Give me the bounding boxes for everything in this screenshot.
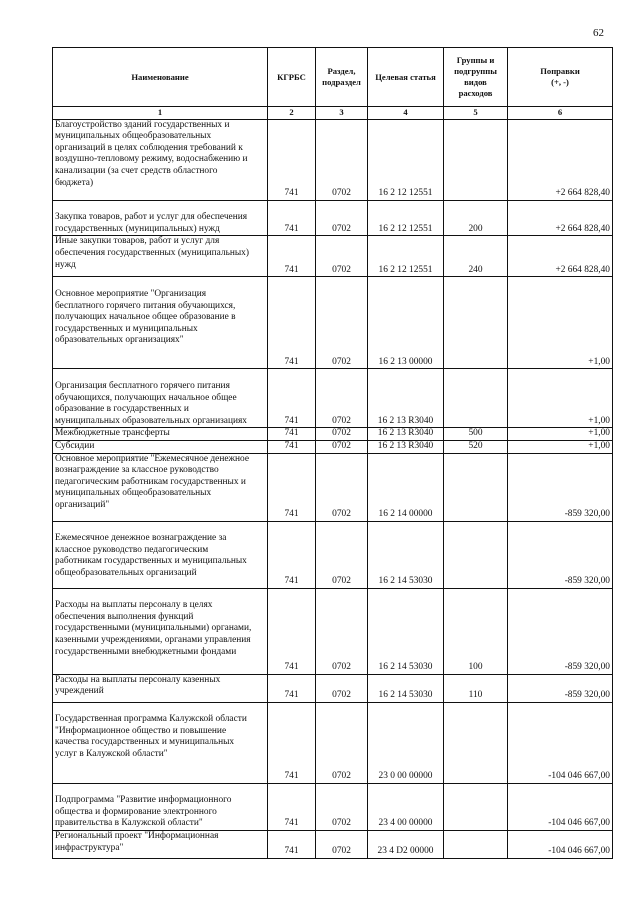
row-kgrbs: 741 — [268, 521, 316, 588]
row-name: Ежемесячное денежное вознаграждение за классное руководство педагогическим работникам государственных и муниципальных общеобразовательных организаций — [53, 521, 268, 588]
row-amount: +2 664 828,40 — [508, 200, 613, 236]
table-row — [53, 674, 613, 702]
row-kgrbs: 741 — [268, 674, 316, 702]
table-row — [53, 277, 613, 369]
row-kgrbs: 741 — [268, 277, 316, 369]
row-kgrbs: 741 — [268, 236, 316, 277]
row-target: 16 2 13 R3040 — [368, 440, 444, 453]
table-row — [53, 236, 613, 277]
row-kgrbs: 741 — [268, 453, 316, 521]
header-row — [53, 48, 613, 107]
row-section: 0702 — [316, 521, 368, 588]
table-row — [53, 119, 613, 200]
row-group — [444, 783, 508, 830]
row-target: 16 2 12 12551 — [368, 200, 444, 236]
row-amount: +2 664 828,40 — [508, 119, 613, 200]
row-group — [444, 277, 508, 369]
row-target: 16 2 13 R3040 — [368, 428, 444, 441]
row-section: 0702 — [316, 674, 368, 702]
row-amount: -859 320,00 — [508, 453, 613, 521]
row-kgrbs: 741 — [268, 783, 316, 830]
row-target: 23 0 00 00000 — [368, 702, 444, 783]
header-amendments: Поправки (+, -) — [508, 48, 613, 107]
row-name: Расходы на выплаты персоналу казенных учреждений — [53, 674, 268, 702]
row-section: 0702 — [316, 277, 368, 369]
row-target: 16 2 14 00000 — [368, 453, 444, 521]
row-kgrbs: 741 — [268, 428, 316, 441]
row-amount: -104 046 667,00 — [508, 830, 613, 858]
row-group: 200 — [444, 200, 508, 236]
row-section: 0702 — [316, 830, 368, 858]
header-kgrbs: КГРБС — [268, 48, 316, 107]
row-group: 520 — [444, 440, 508, 453]
row-target: 16 2 14 53030 — [368, 521, 444, 588]
row-group: 110 — [444, 674, 508, 702]
row-group — [444, 119, 508, 200]
table-row — [53, 453, 613, 521]
column-number: 2 — [268, 107, 316, 120]
row-target: 16 2 14 53030 — [368, 674, 444, 702]
table-row — [53, 783, 613, 830]
column-number: 1 — [53, 107, 268, 120]
row-amount: -859 320,00 — [508, 674, 613, 702]
row-name: Основное мероприятие "Ежемесячное денежное вознаграждение за классное руководство педагогическим работникам государственных и муниципальных общеобразовательных организаций" — [53, 453, 268, 521]
row-name: Субсидии — [53, 440, 268, 453]
table-row — [53, 588, 613, 674]
row-kgrbs: 741 — [268, 369, 316, 428]
row-amount: +1,00 — [508, 369, 613, 428]
row-target: 16 2 12 12551 — [368, 119, 444, 200]
row-kgrbs: 741 — [268, 830, 316, 858]
row-name: Закупка товаров, работ и услуг для обеспечения государственных (муниципальных) нужд — [53, 200, 268, 236]
table-row — [53, 440, 613, 453]
row-section: 0702 — [316, 783, 368, 830]
row-amount: +1,00 — [508, 440, 613, 453]
column-number: 6 — [508, 107, 613, 120]
column-number-row — [53, 107, 613, 120]
row-target: 16 2 12 12551 — [368, 236, 444, 277]
row-amount: +2 664 828,40 — [508, 236, 613, 277]
row-kgrbs: 741 — [268, 588, 316, 674]
row-section: 0702 — [316, 428, 368, 441]
row-amount: +1,00 — [508, 428, 613, 441]
row-target: 16 2 13 R3040 — [368, 369, 444, 428]
row-amount: +1,00 — [508, 277, 613, 369]
header-group: Группы и подгруппы видов расходов — [444, 48, 508, 107]
row-group — [444, 830, 508, 858]
row-amount: -859 320,00 — [508, 521, 613, 588]
row-section: 0702 — [316, 702, 368, 783]
table-row — [53, 200, 613, 236]
row-section: 0702 — [316, 588, 368, 674]
table-row — [53, 830, 613, 858]
row-group: 500 — [444, 428, 508, 441]
row-name: Основное мероприятие "Организация бесплатного горячего питания обучающихся, получающих начальное общее образование в государственных и муниципальных образовательных организациях" — [53, 277, 268, 369]
row-target: 16 2 14 53030 — [368, 588, 444, 674]
row-amount: -104 046 667,00 — [508, 702, 613, 783]
row-name: Благоустройство зданий государственных и муниципальных общеобразовательных организаций в целях соблюдения требований к воздушно-тепловому режиму, водоснабжению и канализации (за счет средств областного бюджета) — [53, 119, 268, 200]
row-kgrbs: 741 — [268, 200, 316, 236]
row-group: 240 — [444, 236, 508, 277]
table-row — [53, 428, 613, 441]
row-kgrbs: 741 — [268, 702, 316, 783]
row-section: 0702 — [316, 119, 368, 200]
row-section: 0702 — [316, 236, 368, 277]
row-section: 0702 — [316, 200, 368, 236]
row-section: 0702 — [316, 369, 368, 428]
row-section: 0702 — [316, 440, 368, 453]
column-number: 4 — [368, 107, 444, 120]
header-section: Раздел, подраздел — [316, 48, 368, 107]
budget-amendments-table — [52, 47, 613, 859]
row-group — [444, 369, 508, 428]
row-section: 0702 — [316, 453, 368, 521]
row-target: 16 2 13 00000 — [368, 277, 444, 369]
row-name: Межбюджетные трансферты — [53, 428, 268, 441]
row-name: Подпрограмма "Развитие информационного общества и формирование электронного правительства в Калужской области" — [53, 783, 268, 830]
row-kgrbs: 741 — [268, 119, 316, 200]
table-row — [53, 521, 613, 588]
header-target: Целевая статья — [368, 48, 444, 107]
column-number: 3 — [316, 107, 368, 120]
row-group — [444, 702, 508, 783]
header-name: Наименование — [53, 48, 268, 107]
row-amount: -104 046 667,00 — [508, 783, 613, 830]
table-row — [53, 702, 613, 783]
row-name: Организация бесплатного горячего питания обучающихся, получающих начальное общее образование в государственных и муниципальных образовательных организациях — [53, 369, 268, 428]
row-name: Региональный проект "Информационная инфраструктура" — [53, 830, 268, 858]
row-name: Расходы на выплаты персоналу в целях обеспечения выполнения функций государственными (муниципальными) органами, казенными учреждениями, органами управления государственными внебюджетными фондами — [53, 588, 268, 674]
row-name: Иные закупки товаров, работ и услуг для обеспечения государственных (муниципальных) нужд — [53, 236, 268, 277]
row-amount: -859 320,00 — [508, 588, 613, 674]
row-target: 23 4 D2 00000 — [368, 830, 444, 858]
row-group: 100 — [444, 588, 508, 674]
row-name: Государственная программа Калужской области "Информационное общество и повышение качества государственных и муниципальных услуг в Калужской области" — [53, 702, 268, 783]
row-target: 23 4 00 00000 — [368, 783, 444, 830]
table-row — [53, 369, 613, 428]
row-kgrbs: 741 — [268, 440, 316, 453]
row-group — [444, 453, 508, 521]
row-group — [444, 521, 508, 588]
page-number: 62 — [593, 27, 604, 39]
column-number: 5 — [444, 107, 508, 120]
